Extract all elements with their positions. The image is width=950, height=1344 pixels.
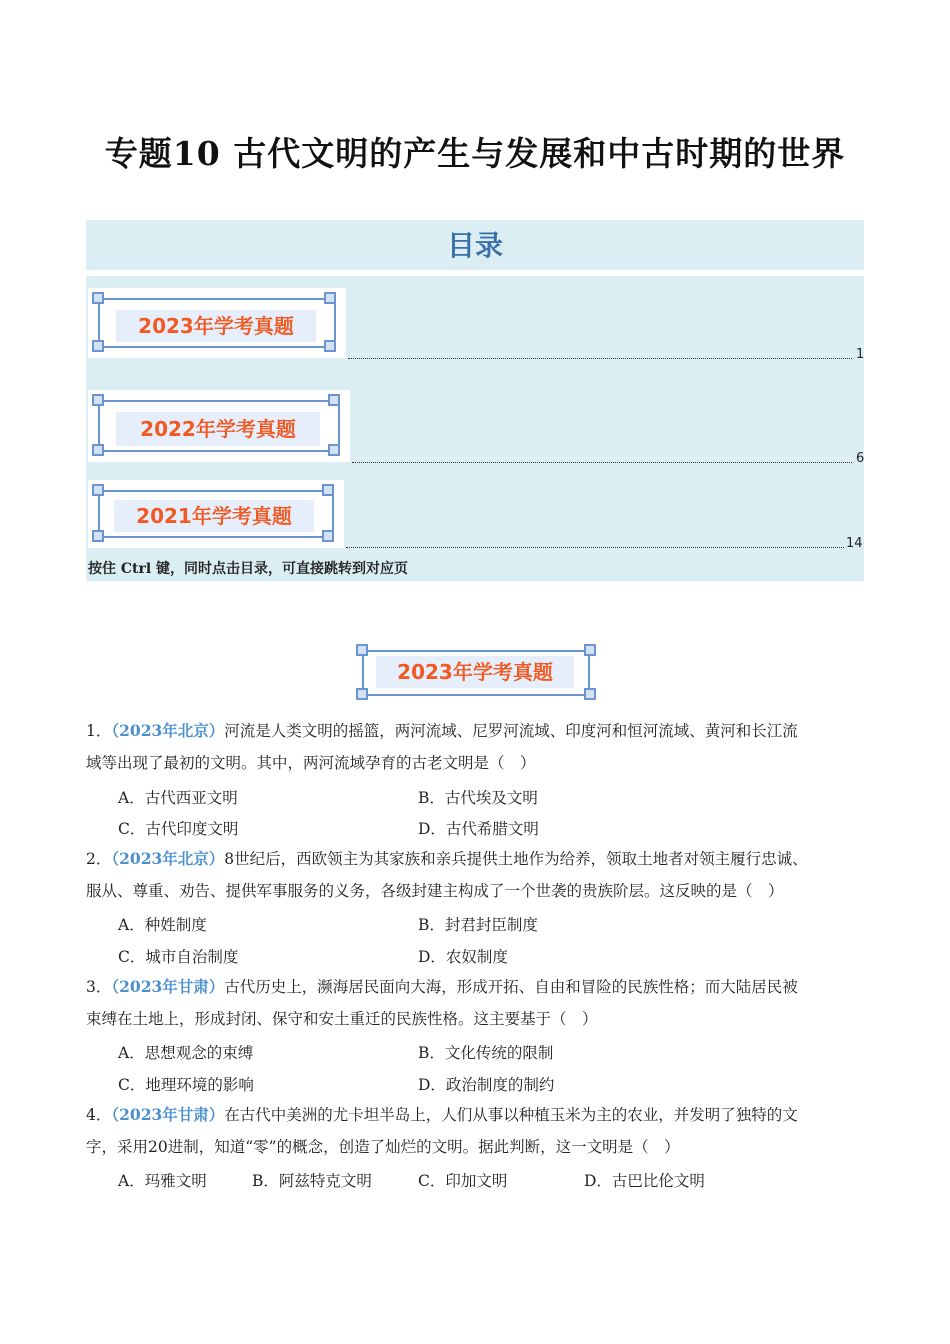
option-a[interactable]: A．思想观念的束缚 [118, 1044, 254, 1062]
option-c[interactable]: C．城市自治制度 [118, 948, 239, 966]
corner-icon [356, 688, 368, 700]
toc-entry-label: 2021年学考真题 [114, 500, 314, 532]
toc-heading: 目录 [86, 220, 864, 270]
option-a[interactable]: A．古代西亚文明 [118, 789, 238, 807]
question-text: 古代历史上，濒海居民面向大海，形成开拓、自由和冒险的民族性格；而大陆居民被 [224, 978, 798, 996]
toc-leader [348, 358, 852, 359]
question-text: 束缚在土地上，形成封闭、保守和安土重迁的民族性格。这主要基于（ ） [86, 1010, 598, 1028]
corner-icon [322, 530, 334, 542]
corner-icon [328, 444, 340, 456]
corner-icon [584, 644, 596, 656]
corner-icon [324, 340, 336, 352]
toc-entry-label: 2023年学考真题 [116, 310, 316, 342]
toc-page-number[interactable]: 14 [846, 536, 863, 551]
section-badge-label: 2023年学考真题 [376, 656, 574, 688]
option-c[interactable]: C．地理环境的影响 [118, 1076, 254, 1094]
question-number: 4． [86, 1106, 112, 1124]
question-text: 8世纪后，西欧领主为其家族和亲兵提供土地作为给养，领取土地者对领主履行忠诚、 [224, 850, 808, 868]
corner-icon [356, 644, 368, 656]
toc-page-number[interactable]: 1 [856, 347, 865, 362]
corner-icon [584, 688, 596, 700]
option-d[interactable]: D．政治制度的制约 [418, 1076, 555, 1094]
option-b[interactable]: B．文化传统的限制 [418, 1044, 554, 1062]
question-source: （2023年北京） [111, 849, 225, 868]
question-text: 域等出现了最初的文明。其中，两河流域孕育的古老文明是（ ） [86, 754, 536, 772]
toc-leader [352, 462, 852, 463]
option-b[interactable]: B．封君封臣制度 [418, 916, 538, 934]
question-4 [86, 1099, 864, 1163]
option-d[interactable]: D．古代希腊文明 [418, 820, 539, 838]
option-b[interactable]: B．阿兹特克文明 [252, 1172, 372, 1190]
corner-icon [322, 484, 334, 496]
question-text: 服从、尊重、劝告、提供军事服务的义务，各级封建主构成了一个世袭的贵族阶层。这反映的是（ ） [86, 882, 784, 900]
corner-icon [92, 394, 104, 406]
corner-icon [324, 292, 336, 304]
question-number: 1． [86, 722, 112, 740]
question-source: （2023年北京） [111, 721, 225, 740]
option-c[interactable]: C．古代印度文明 [118, 820, 239, 838]
question-source: （2023年甘肃） [111, 977, 225, 996]
corner-icon [92, 530, 104, 542]
toc-entry-2022[interactable] [88, 390, 350, 462]
option-a[interactable]: A．玛雅文明 [118, 1172, 207, 1190]
toc-hint: 按住 Ctrl 键，同时点击目录，可直接跳转到对应页 [88, 561, 409, 577]
option-c[interactable]: C．印加文明 [418, 1172, 508, 1190]
corner-icon [328, 394, 340, 406]
question-text: 字，采用20进制，知道“零”的概念，创造了灿烂的文明。据此判断，这一文明是（ ） [86, 1138, 680, 1156]
question-3 [86, 971, 864, 1035]
toc-entry-label: 2022年学考真题 [116, 412, 320, 446]
option-d[interactable]: D．农奴制度 [418, 948, 508, 966]
question-source: （2023年甘肃） [111, 1105, 225, 1124]
question-number: 3． [86, 978, 112, 996]
toc-entry-2023[interactable] [88, 288, 346, 358]
option-d[interactable]: D．古巴比伦文明 [584, 1172, 705, 1190]
question-text: 河流是人类文明的摇篮，两河流域、尼罗河流域、印度河和恒河流域、黄河和长江流 [224, 722, 798, 740]
question-1 [86, 715, 864, 779]
corner-icon [92, 444, 104, 456]
corner-icon [92, 292, 104, 304]
question-number: 2． [86, 850, 112, 868]
corner-icon [92, 484, 104, 496]
toc-entry-2021[interactable] [88, 480, 344, 548]
question-text: 在古代中美洲的尤卡坦半岛上，人们从事以种植玉米为主的农业，并发明了独特的文 [224, 1106, 798, 1124]
option-a[interactable]: A．种姓制度 [118, 916, 207, 934]
page-title: 专题10 古代文明的产生与发展和中古时期的世界 [104, 134, 846, 173]
toc-leader [346, 547, 844, 548]
option-b[interactable]: B．古代埃及文明 [418, 789, 538, 807]
toc-page-number[interactable]: 6 [856, 451, 865, 466]
section-badge-2023 [352, 640, 600, 704]
question-2 [86, 843, 864, 907]
corner-icon [92, 340, 104, 352]
